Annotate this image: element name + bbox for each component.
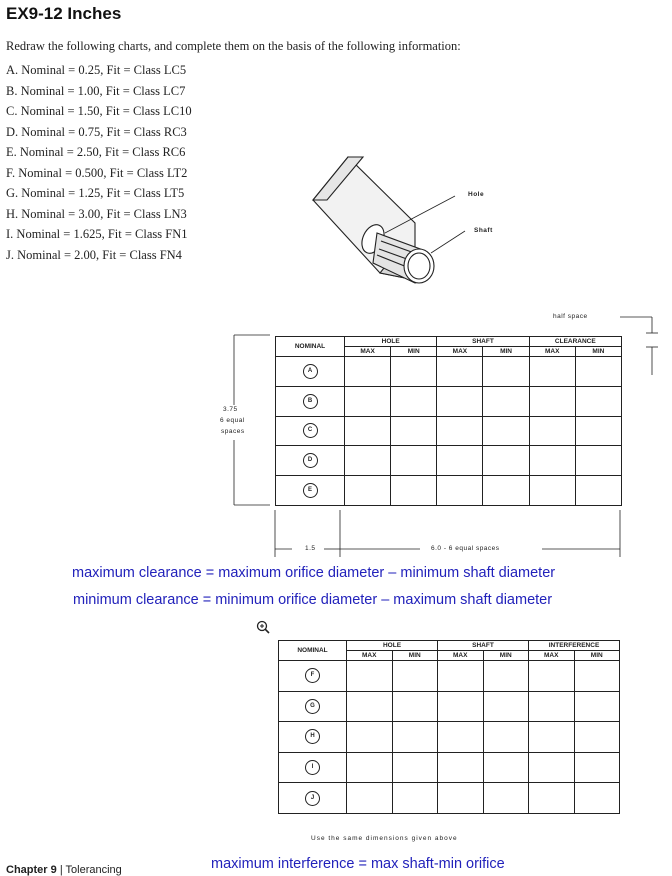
row-label-a: A <box>303 364 318 379</box>
max-interference-formula: maximum interference = max shaft-min orifice <box>211 856 505 872</box>
min-header: MIN <box>392 651 438 661</box>
zoom-in-icon <box>256 620 270 634</box>
section-label: Tolerancing <box>65 864 122 876</box>
height-dim-label: spaces <box>221 428 245 435</box>
hole-shaft-figure <box>305 155 545 305</box>
table-row <box>276 446 622 476</box>
min-header: MIN <box>483 347 529 357</box>
max-header: MAX <box>438 651 484 661</box>
row-label-d: D <box>303 453 318 468</box>
row-label-b: B <box>303 394 318 409</box>
interference-header: INTERFERENCE <box>529 641 620 651</box>
table-row <box>279 722 620 753</box>
problem-item: J. Nominal = 2.00, Fit = Class FN4 <box>6 248 182 262</box>
min-header: MIN <box>483 651 529 661</box>
min-header: MIN <box>575 347 621 357</box>
height-dim-value: 3.75 <box>223 406 238 413</box>
min-clearance-formula: minimum clearance = minimum orifice diameter – maximum shaft diameter <box>73 592 553 608</box>
max-header: MAX <box>529 651 575 661</box>
row-label-i: I <box>305 760 320 775</box>
shaft-label: Shaft <box>474 227 493 234</box>
hole-header: HOLE <box>347 641 438 651</box>
table-row <box>279 691 620 722</box>
table-row <box>276 357 622 387</box>
height-dim-label: 6 equal <box>220 417 245 424</box>
nominal-header: NOMINAL <box>279 641 347 661</box>
row-label-f: F <box>305 668 320 683</box>
shaft-header: SHAFT <box>438 641 529 651</box>
problem-item: A. Nominal = 0.25, Fit = Class LC5 <box>6 63 187 77</box>
row-label-j: J <box>305 791 320 806</box>
chapter-footer: Chapter 9 | Tolerancing <box>6 864 122 876</box>
table-row <box>279 783 620 814</box>
page-title: EX9-12 Inches <box>6 4 122 23</box>
max-header: MAX <box>529 347 575 357</box>
table-note: Use the same dimensions given above <box>311 835 458 842</box>
problem-item: I. Nominal = 1.625, Fit = Class FN1 <box>6 227 188 241</box>
problem-item: H. Nominal = 3.00, Fit = Class LN3 <box>6 207 187 221</box>
table-row <box>276 416 622 446</box>
problem-item: G. Nominal = 1.25, Fit = Class LT5 <box>6 186 185 200</box>
problem-item: C. Nominal = 1.50, Fit = Class LC10 <box>6 104 192 118</box>
row-label-c: C <box>303 423 318 438</box>
row-label-e: E <box>303 483 318 498</box>
problem-item: D. Nominal = 0.75, Fit = Class RC3 <box>6 125 187 139</box>
max-clearance-formula: maximum clearance = maximum orifice diameter – minimum shaft diameter <box>72 565 556 581</box>
problem-item: B. Nominal = 1.00, Fit = Class LC7 <box>6 84 186 98</box>
clearance-table <box>275 336 622 506</box>
problem-item: F. Nominal = 0.500, Fit = Class LT2 <box>6 166 188 180</box>
max-header: MAX <box>437 347 483 357</box>
half-space-label: half space <box>553 313 588 320</box>
table-row <box>276 386 622 416</box>
table-row <box>279 752 620 783</box>
table-row <box>279 661 620 692</box>
min-header: MIN <box>391 347 437 357</box>
table-row <box>276 476 622 506</box>
max-header: MAX <box>345 347 391 357</box>
row-label-h: H <box>305 729 320 744</box>
problem-item: E. Nominal = 2.50, Fit = Class RC6 <box>6 145 186 159</box>
chapter-label: Chapter 9 <box>6 864 57 876</box>
right-width-dim: 6.0 - 6 equal spaces <box>431 545 500 552</box>
row-label-g: G <box>305 699 320 714</box>
shaft-header: SHAFT <box>437 337 529 347</box>
hole-label: Hole <box>468 191 485 198</box>
clearance-header: CLEARANCE <box>529 337 621 347</box>
hole-header: HOLE <box>345 337 437 347</box>
instructions: Redraw the following charts, and complete them on the basis of the following information: <box>6 39 461 53</box>
min-header: MIN <box>574 651 620 661</box>
nominal-header: NOMINAL <box>276 337 345 357</box>
max-header: MAX <box>347 651 393 661</box>
left-width-dim: 1.5 <box>305 545 316 552</box>
interference-table <box>278 640 620 814</box>
